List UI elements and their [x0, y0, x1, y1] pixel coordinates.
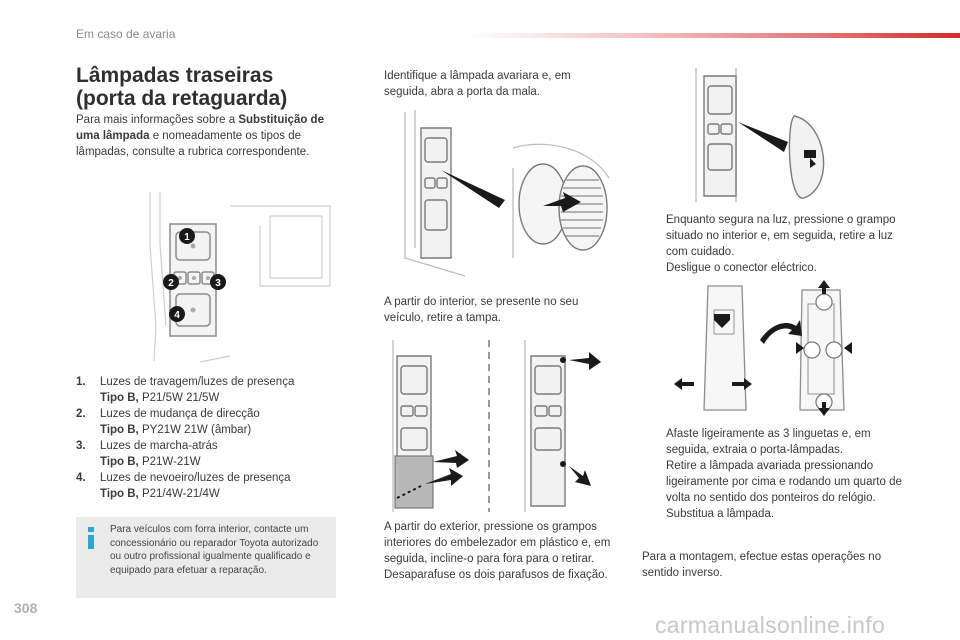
lamp-number: 3. [76, 440, 86, 452]
lamp-number: 4. [76, 472, 86, 484]
lamp-item [76, 470, 338, 502]
intro-text-pre: Para mais informações sobre a [76, 114, 239, 126]
title-line-1: Lâmpadas traseiras [76, 64, 274, 87]
closing-paragraph: Para a montagem, efectue estas operações no sentido inverso. [642, 551, 882, 579]
lamp-layout-illustration [140, 186, 336, 366]
step-text: Retire a lâmpada avariada pressionando ligeiramente por cima e rodando um quarto de volta no sentido dos ponteiros do relógio. [666, 460, 902, 504]
info-icon [84, 527, 98, 549]
step-text: A partir do exterior, pressione os grampos interiores do embelezador em plástico e, em seguida, incline-o para fora para o retirar. [384, 521, 611, 565]
step-text: Desligue o conector eléctrico. [666, 262, 817, 274]
steps-remove-cover [360, 294, 600, 326]
header-accent-bar [470, 33, 960, 38]
lamp-list [76, 374, 338, 502]
lamp-type [100, 488, 220, 500]
page-title [76, 64, 336, 110]
lamp-number: 1. [76, 376, 86, 388]
steps-remove-trim [360, 519, 616, 583]
lamp-extraction-illustration [676, 66, 836, 206]
trim-removal-illustration [385, 336, 607, 514]
lamp-type-value: P21/5W 21/5W [138, 392, 220, 404]
lamp-number: 2. [76, 408, 86, 420]
lamp-type [100, 392, 219, 404]
step-item [360, 567, 616, 583]
lamp-name: Luzes de mudança de direcção [100, 408, 260, 420]
figure-label-2: 2 [168, 278, 174, 289]
intro-text-post: e nomeadamente os tipos de lâmpadas, consulte a rubrica correspondente. [76, 130, 310, 158]
lamp-type-label: Tipo B, [100, 424, 139, 436]
step-item [360, 519, 616, 567]
bulb-holder-illustration [672, 280, 862, 418]
steps-identify [360, 68, 600, 100]
lamp-type-value: P21W-21W [138, 456, 201, 468]
page-number: 308 [14, 600, 38, 616]
lamp-type-value: P21/4W-21/4W [138, 488, 220, 500]
figure-label-4: 4 [174, 310, 180, 321]
figure-label-1: 1 [184, 232, 190, 243]
steps-remove-lamp [642, 212, 902, 276]
step-text: Enquanto segura na luz, pressione o grampo situado no interior e, em seguida, retire a luz com cuidado. [666, 214, 896, 258]
lamp-item [76, 374, 338, 406]
lamp-name: Luzes de travagem/luzes de presença [100, 376, 295, 388]
step-item [642, 212, 902, 260]
lamp-item [76, 406, 338, 438]
lamp-type-value: PY21W 21W (âmbar) [138, 424, 252, 436]
step-item [360, 294, 600, 326]
step-text: A partir do interior, se presente no seu veículo, retire a tampa. [384, 296, 579, 324]
figure-label-3: 3 [215, 278, 221, 289]
title-line-2: (porta da retaguarda) [76, 87, 288, 110]
info-note-text: Para veículos com forra interior, contacte um concessionário ou reparador Toyota autorizado ou outro profissional igualmente qualificado e equipado para efetuar a reparação. [110, 524, 319, 576]
lamp-name: Luzes de nevoeiro/luzes de presença [100, 472, 291, 484]
step-item [360, 68, 600, 100]
step-text: Afaste ligeiramente as 3 linguetas e, em seguida, extraia o porta-lâmpadas. [666, 428, 871, 456]
lamp-type-label: Tipo B, [100, 456, 139, 468]
step-item [642, 426, 902, 458]
tailgate-lamp-illustration [395, 108, 613, 280]
lamp-name: Luzes de marcha-atrás [100, 440, 218, 452]
intro-text-bold: Substituição de uma lâmpada [76, 114, 324, 142]
steps-replace-bulb [642, 426, 902, 522]
step-text: Substitua a lâmpada. [666, 508, 775, 520]
step-text: Desaparafuse os dois parafusos de fixação. [384, 569, 608, 581]
step-item [642, 458, 902, 506]
lamp-type [100, 424, 251, 436]
intro-paragraph [76, 112, 338, 160]
step-item [642, 260, 902, 276]
step-item [642, 506, 902, 522]
lamp-type-label: Tipo B, [100, 488, 139, 500]
section-title: Em caso de avaria [76, 27, 176, 41]
lamp-type [100, 456, 201, 468]
watermark: carmanualsonline.info [655, 612, 886, 638]
lamp-item [76, 438, 338, 470]
info-note [76, 517, 336, 598]
step-text: Identifique a lâmpada avariara e, em seguida, abra a porta da mala. [384, 70, 571, 98]
lamp-type-label: Tipo B, [100, 392, 139, 404]
